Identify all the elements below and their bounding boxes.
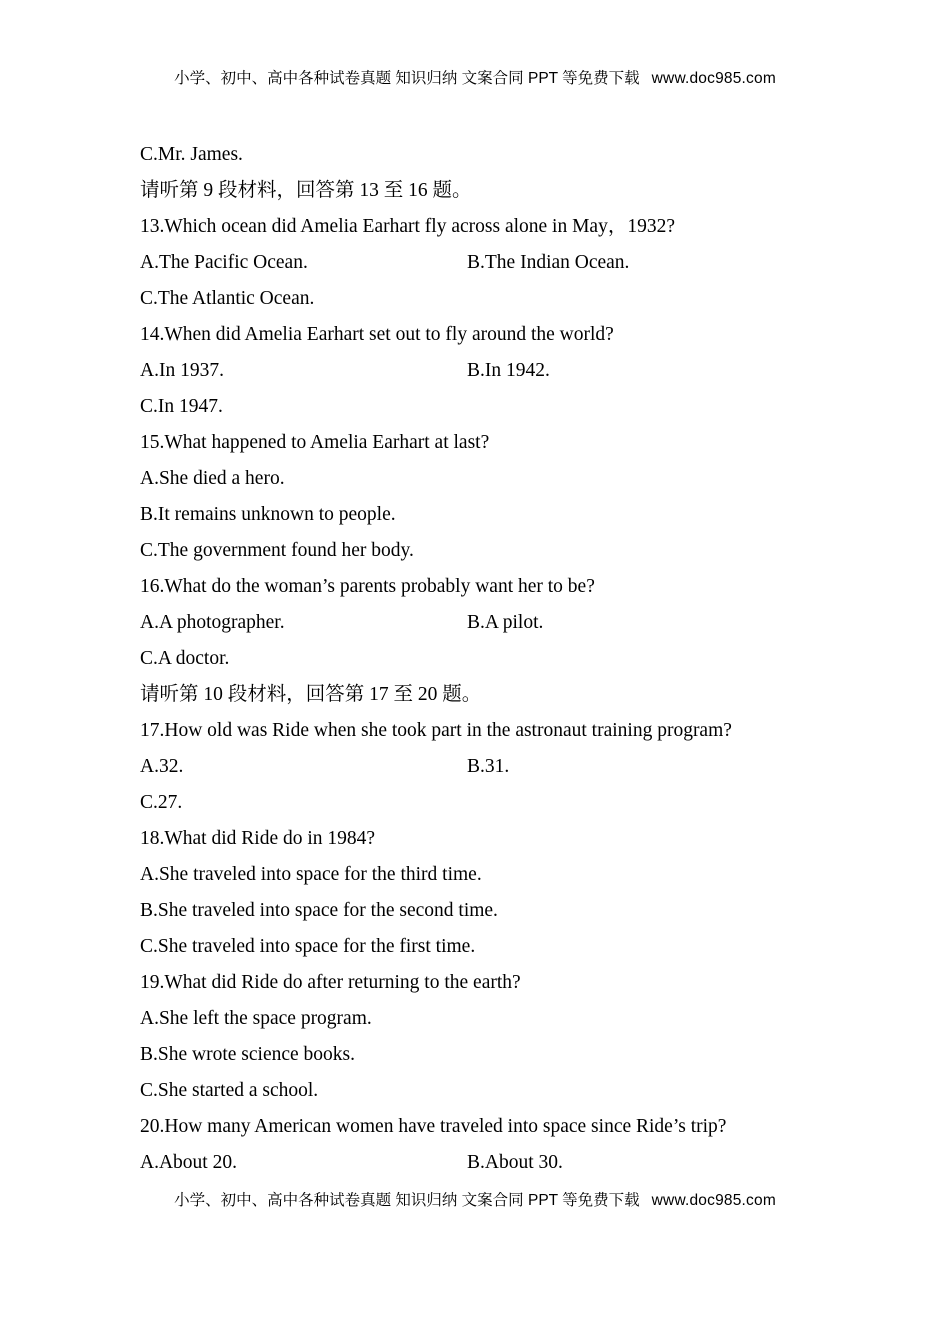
listening-direction-section-9: 请听第 9 段材料，回答第 13 至 16 题。 — [140, 180, 472, 201]
page-footer — [0, 1192, 950, 1210]
option-b-question-15: B.It remains unknown to people. — [140, 504, 396, 525]
question-14: 14.When did Amelia Earhart set out to fly around the world? — [140, 324, 614, 345]
option-b-question-16: B.A pilot. — [467, 612, 544, 633]
question-15: 15.What happened to Amelia Earhart at last? — [140, 432, 490, 453]
option-a-question-14: A.In 1937. — [140, 360, 224, 381]
option-row-question-13 — [140, 245, 860, 281]
option-row-question-17 — [140, 749, 860, 785]
option-a-question-18: A.She traveled into space for the third time. — [140, 864, 482, 885]
question-17: 17.How old was Ride when she took part in the astronaut training program? — [140, 720, 732, 741]
option-c-question-15: C.The government found her body. — [140, 540, 414, 561]
option-c-question-16: C.A doctor. — [140, 648, 230, 669]
option-c-question-17: C.27. — [140, 792, 183, 813]
option-row-question-20 — [140, 1145, 860, 1181]
page-header — [0, 70, 950, 88]
footer-site-url: www.doc985.com — [651, 1192, 776, 1209]
option-c-question-19: C.She started a school. — [140, 1080, 319, 1101]
option-row-question-14 — [140, 353, 860, 389]
option-a-question-15: A.She died a hero. — [140, 468, 285, 489]
option-b-question-14: B.In 1942. — [467, 360, 550, 381]
option-a-question-17: A.32. — [140, 756, 184, 777]
header-site-url: www.doc985.com — [651, 70, 776, 87]
option-b-question-19: B.She wrote science books. — [140, 1044, 355, 1065]
option-a-question-19: A.She left the space program. — [140, 1008, 372, 1029]
option-a-question-16: A.A photographer. — [140, 612, 285, 633]
option-a-question-20: A.About 20. — [140, 1152, 237, 1173]
option-b-question-18: B.She traveled into space for the second time. — [140, 900, 498, 921]
option-row-question-16 — [140, 605, 860, 641]
option-c-question-14: C.In 1947. — [140, 396, 223, 417]
option-b-question-20: B.About 30. — [467, 1152, 563, 1173]
option-c-question-18: C.She traveled into space for the first time. — [140, 936, 476, 957]
listening-direction-section-10: 请听第 10 段材料，回答第 17 至 20 题。 — [140, 684, 482, 705]
question-13: 13.Which ocean did Amelia Earhart fly across alone in May，1932? — [140, 216, 675, 237]
question-19: 19.What did Ride do after returning to the earth? — [140, 972, 521, 993]
exam-content — [140, 137, 860, 1181]
header-promo-text: 小学、初中、高中各种试卷真题 知识归纳 文案合同 PPT 等免费下载 — [174, 70, 640, 87]
question-16: 16.What do the woman’s parents probably want her to be? — [140, 576, 595, 597]
option-a-question-13: A.The Pacific Ocean. — [140, 252, 308, 273]
option-c-question-12: C.Mr. James. — [140, 144, 243, 165]
question-20: 20.How many American women have traveled into space since Ride’s trip? — [140, 1116, 727, 1137]
option-b-question-17: B.31. — [467, 756, 510, 777]
question-18: 18.What did Ride do in 1984? — [140, 828, 376, 849]
footer-promo-text: 小学、初中、高中各种试卷真题 知识归纳 文案合同 PPT 等免费下载 — [174, 1192, 640, 1209]
option-c-question-13: C.The Atlantic Ocean. — [140, 288, 315, 309]
option-b-question-13: B.The Indian Ocean. — [467, 252, 630, 273]
